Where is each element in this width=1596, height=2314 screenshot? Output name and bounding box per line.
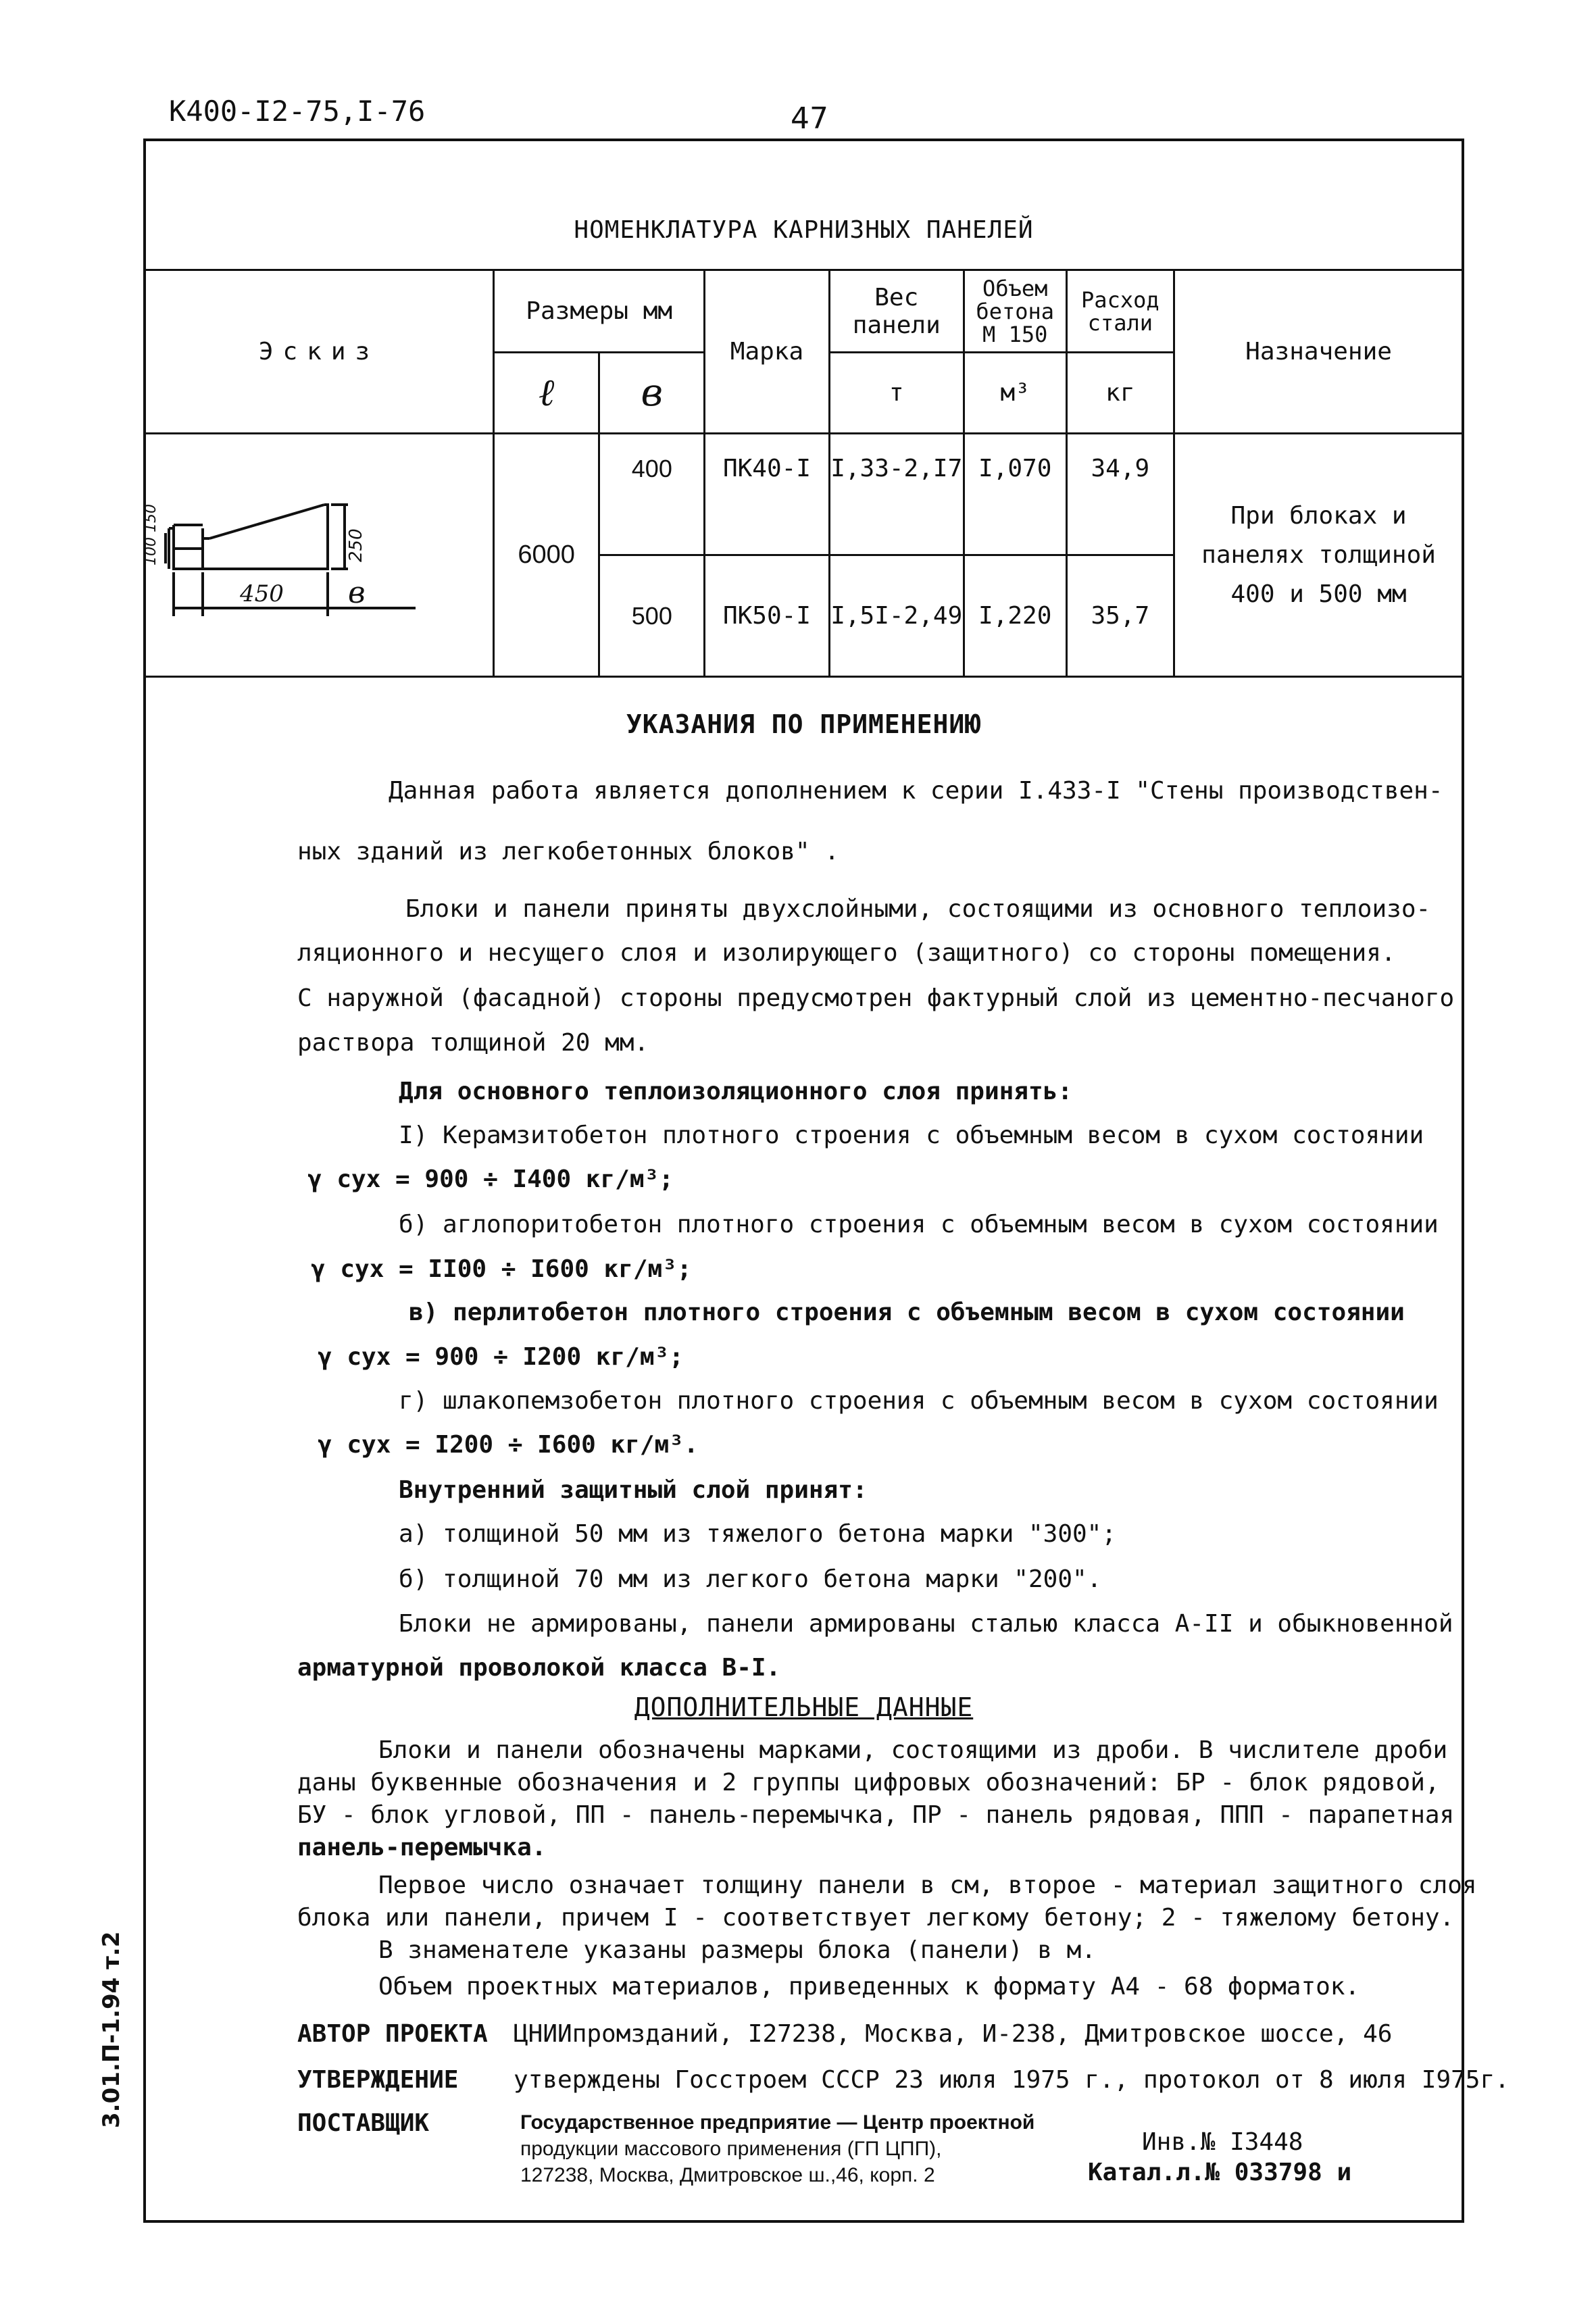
col-volume-unit: м³: [964, 353, 1066, 434]
supplier-line-2: продукции массового применения (ГП ЦПП),: [520, 2138, 942, 2160]
instr-p5a: Блоки не армированы, панели армированы сталью класса А-II и обыкновенной: [399, 1610, 1453, 1638]
instr-p3: Для основного теплоизоляционного слоя принять:: [399, 1078, 1072, 1105]
sketch-dim-d4: в: [348, 575, 366, 610]
catalog-number: Катал.л.№ 033798 и: [1088, 2159, 1352, 2186]
instr-i2-formula: γ сух = II00 ÷ I600 кг/м³;: [311, 1255, 692, 1283]
add-l8: Объем проектных материалов, приведенных к формату А4 - 68 форматок.: [378, 1973, 1360, 2001]
col-length-header: ℓ: [494, 353, 599, 434]
row2-steel: 35,7: [1066, 555, 1174, 677]
author-label: АВТОР ПРОЕКТА: [297, 2020, 488, 2048]
instr-b: б) толщиной 70 мм из легкого бетона марки "200".: [399, 1565, 1102, 1593]
page-number: 47: [791, 101, 828, 136]
add-l4: панель-перемычка.: [297, 1834, 547, 1861]
add-l6: блока или панели, причем I - соответствует легкому бетону; 2 - тяжелому бетону.: [297, 1904, 1455, 1932]
supplier-line-3: 127238, Москва, Дмитровское ш.,46, корп. 2: [520, 2164, 935, 2186]
approval-value: утверждены Госстроем СССР 23 июля 1975 г., протокол от 8 июля I975г.: [514, 2066, 1510, 2094]
instr-a: а) толщиной 50 мм из тяжелого бетона марки "300";: [399, 1520, 1117, 1548]
row2-width: 500: [599, 555, 705, 677]
nomenclature-table: [143, 269, 1464, 678]
sketch-cell: [145, 434, 494, 677]
col-volume-header: Объем бетона М 150: [964, 270, 1066, 353]
row1-volume: I,070: [964, 434, 1066, 555]
col-weight-unit: т: [829, 353, 964, 434]
cornice-panel-sketch: [145, 454, 493, 657]
instr-p2c: С наружной (фасадной) стороны предусмотрен фактурный слой из цементно-песчаного: [297, 984, 1455, 1012]
instr-i1: I) Керамзитобетон плотного строения с объемным весом в сухом состоянии: [399, 1122, 1424, 1149]
instr-p1b: ных зданий из легкобетонных блоков" .: [297, 838, 839, 865]
col-steel-header: Расход стали: [1066, 270, 1174, 353]
sketch-dim-d3: 450: [240, 580, 284, 607]
purpose-text: При блоках и панелях толщиной 400 и 500 мм: [1174, 434, 1464, 677]
row1-mark: ПК40-I: [705, 434, 829, 555]
col-sizes-header: Размеры мм: [494, 270, 705, 353]
add-l5: Первое число означает толщину панели в см, второе - материал защитного слоя: [378, 1871, 1477, 1899]
row2-volume: I,220: [964, 555, 1066, 677]
table-title: НОМЕНКЛАТУРА КАРНИЗНЫХ ПАНЕЛЕЙ: [574, 216, 1034, 244]
instr-i3: в) перлитобетон плотного строения с объемным весом в сухом состоянии: [409, 1299, 1405, 1326]
col-steel-unit: кг: [1066, 353, 1174, 434]
row2-mark: ПК50-I: [705, 555, 829, 677]
instr-i3-formula: γ сух = 900 ÷ I200 кг/м³;: [318, 1343, 684, 1371]
instr-p1a: Данная работа является дополнением к серии I.433-I "Стены производствен-: [389, 777, 1443, 805]
instr-i4-formula: γ сух = I200 ÷ I600 кг/м³.: [318, 1431, 699, 1459]
col-weight-header: Вес панели: [829, 270, 964, 353]
instr-p5b: арматурной проволокой класса В-I.: [297, 1654, 781, 1682]
add-l3: БУ - блок угловой, ПП - панель-перемычка, ПР - панель рядовая, ППП - парапетная: [297, 1801, 1455, 1829]
supplier-line-1: Государственное предприятие — Центр проектной: [520, 2111, 1035, 2134]
instr-p4: Внутренний защитный слой принят:: [399, 1476, 868, 1504]
row2-weight: I,5I-2,49: [829, 555, 964, 677]
author-value: ЦНИИпромзданий, I27238, Москва, И-238, Дмитровское шоссе, 46: [514, 2020, 1393, 2048]
col-sketch-header: Эскиз: [145, 270, 494, 434]
instructions-heading: УКАЗАНИЯ ПО ПРИМЕНЕНИЮ: [626, 709, 982, 739]
instr-p2b: ляционного и несущего слоя и изолирующего (защитного) со стороны помещения.: [297, 939, 1396, 967]
side-series-label: 3.01.П-1.94 т.2: [98, 1931, 125, 2128]
instr-i2: б) аглопоритобетон плотного строения с объемным весом в сухом состоянии: [399, 1211, 1439, 1238]
additional-heading: ДОПОЛНИТЕЛЬНЫЕ ДАННЫЕ: [634, 1692, 974, 1722]
sketch-dim-d2: 250: [346, 528, 366, 562]
supplier-label: ПОСТАВЩИК: [297, 2109, 430, 2137]
approval-label: УТВЕРЖДЕНИЕ: [297, 2066, 459, 2094]
instr-i1-formula: γ сух = 900 ÷ I400 кг/м³;: [307, 1165, 674, 1193]
add-l1: Блоки и панели обозначены марками, состоящими из дроби. В числителе дроби: [378, 1736, 1448, 1764]
col-width-header: в: [599, 353, 705, 434]
sketch-dim-d1: 100 150: [143, 503, 159, 565]
add-l2: даны буквенные обозначения и 2 группы цифровых обозначений: БР - блок рядовой,: [297, 1769, 1440, 1796]
row1-width: 400: [599, 434, 705, 555]
instr-i4: г) шлакопемзобетон плотного строения с объемным весом в сухом состоянии: [399, 1387, 1439, 1415]
instr-p2d: раствора толщиной 20 мм.: [297, 1029, 649, 1057]
row1-weight: I,33-2,I7: [829, 434, 964, 555]
col-purpose-header: Назначение: [1174, 270, 1464, 434]
col-mark-header: Марка: [705, 270, 829, 434]
document-code: К400-I2-75,I-76: [169, 95, 426, 128]
length-value: 6000: [494, 434, 599, 677]
row1-steel: 34,9: [1066, 434, 1174, 555]
inventory-number: Инв.№ I3448: [1142, 2128, 1303, 2156]
add-l7: В знаменателе указаны размеры блока (панели) в м.: [378, 1936, 1097, 1964]
instr-p2a: Блоки и панели приняты двухслойными, состоящими из основного теплоизо-: [405, 895, 1431, 923]
